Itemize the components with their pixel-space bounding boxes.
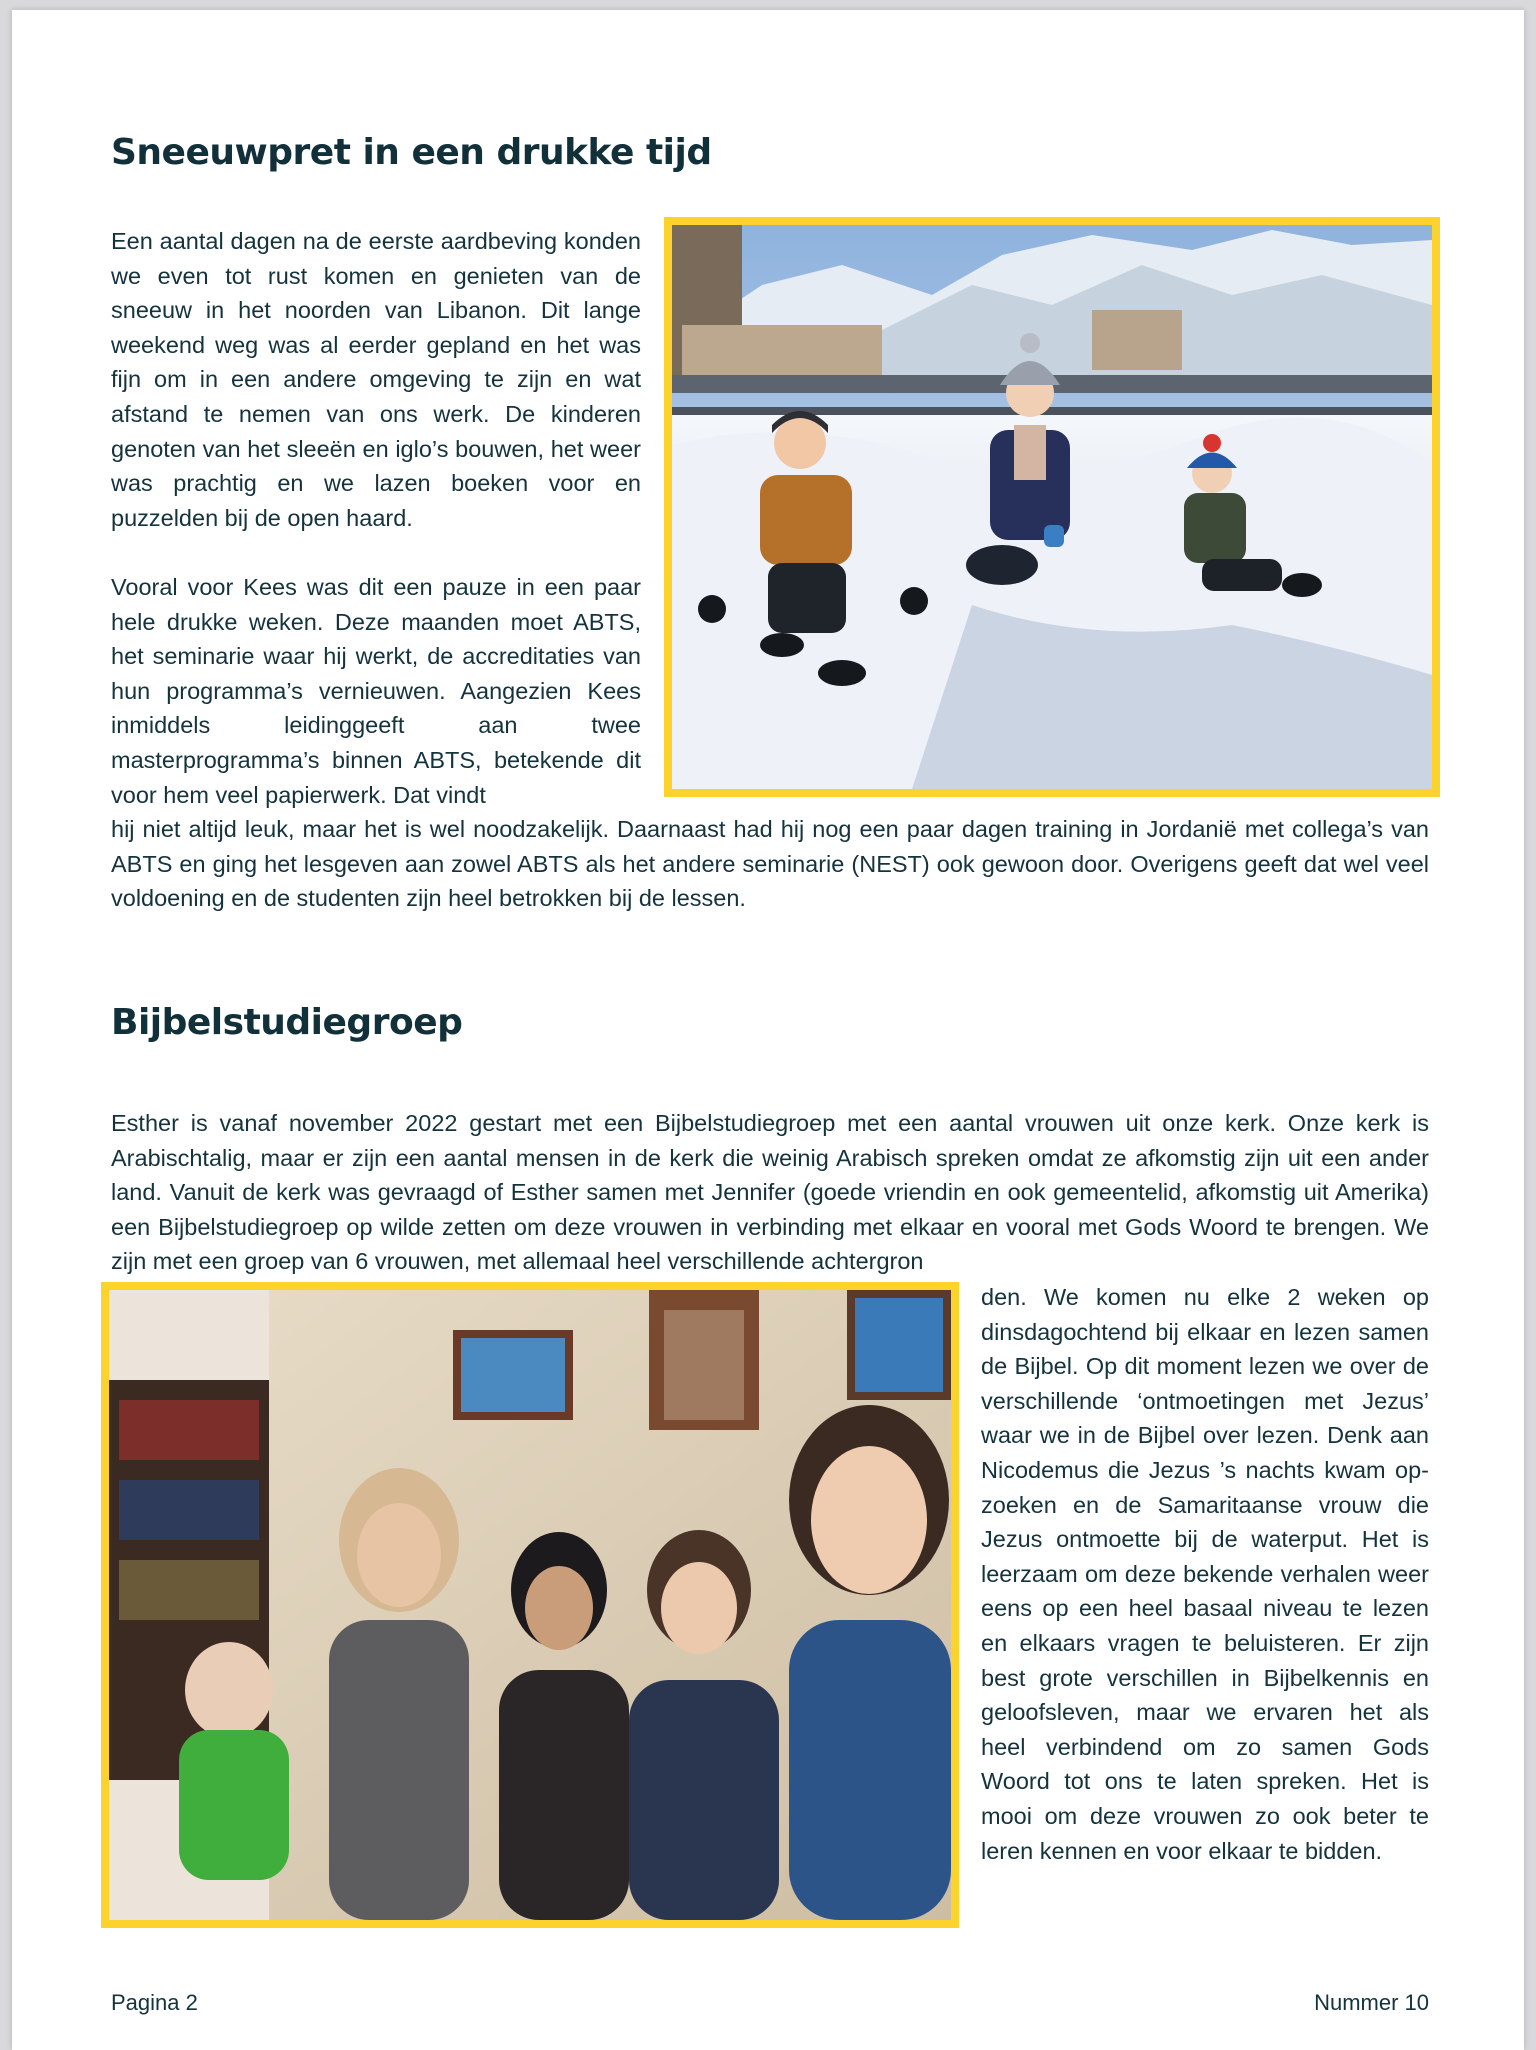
group-photo <box>101 1282 959 1928</box>
snow-children-image <box>672 225 1432 789</box>
bible-study-paragraph-full: Esther is vanaf november 2022 gestart met een Bijbelstudiegroep met een aantal vrouwen uit onze kerk. Onze kerk is Arabischtalig, maar er zijn een aantal mensen in de kerk die weinig Arabisch spreken omdat ze afkomstig zijn uit een ander land. Vanuit de kerk was gevraagd of Esther samen met Jennifer (goede vriendin en ook gemeentelid, afkomstig uit Amerika) een Bijbelstudiegroep op wilde zetten om deze vrouwen in verbinding met elkaar en vooral met Gods Woord te brengen. We zijn met een groep van 6 vrouwen, met allemaal heel verschillende achtergron <box>111 1110 1429 1275</box>
footer-page-number: Pagina 2 <box>111 1990 198 2015</box>
snow-paragraph-1: Een aantal dagen na de eerste aardbeving konden we even tot rust komen en genieten van de sneeuw in het noorden van Libanon. Dit lange weekend weg was al eerder gepland en het was fijn om in een andere omgeving te zijn en wat afstand te nemen van ons werk. De kinderen genoten van het sleeën en iglo’s bouwen, het weer was prachtig en we lazen boeken voor en puzzelden bij de open haard. <box>111 228 641 531</box>
document-page <box>12 10 1524 2050</box>
section-title-snow: Sneeuwpret in een drukke tijd <box>111 132 712 173</box>
snow-paragraph-2-continued: hij niet altijd leuk, maar het is wel noodzakelijk. Daarnaast had hij nog een paar dagen training in Jordanië met collega’s van ABTS en ging het lesgeven aan zowel ABTS als het andere seminarie (NEST) ook gewoon door. Overigens geeft dat wel veel voldoening en de studenten zijn heel betrokken bij de lessen. <box>111 816 1429 912</box>
bible-study-group-image <box>109 1290 951 1920</box>
footer-issue-number: Nummer 10 <box>1314 1990 1429 2015</box>
snow-paragraph-2-side: Vooral voor Kees was dit een pauze in een paar hele drukke weken. Deze maanden moet ABTS, het seminarie waar hij werkt, de accreditaties van hun programma’s vernieuwen. Aangezien Kees inmiddels leidinggeeft aan twee masterprogramma’s binnen ABTS, betekende dit voor hem veel papierwerk. Dat vindt <box>111 574 641 808</box>
bible-study-paragraph-side: den. We komen nu elke 2 weken op dinsdagochtend bij elkaar en lezen samen de Bijbel. Op dit moment lezen we over de verschillende ‘ontmoetingen met Jezus’ waar we in de Bijbel over lezen. Denk aan Nicodemus die Jezus ’s nachts kwam opzoeken en de Samaritaanse vrouw die Jezus ontmoette bij de waterput. Het is leerzaam om deze bekende verhalen weer eens op een heel basaal niveau te lezen en elkaars vragen te beluisteren. Er zijn best grote verschillen in Bijbelkennis en geloofsleven, maar we ervaren het als heel verbindend om zo samen Gods Woord tot ons te laten spreken. Het is mooi om deze vrouwen zo ook beter te leren kennen en voor elkaar te bidden. <box>981 1284 1429 1864</box>
section-title-bible-study: Bijbelstudiegroep <box>111 1002 463 1043</box>
snow-photo <box>664 217 1440 797</box>
